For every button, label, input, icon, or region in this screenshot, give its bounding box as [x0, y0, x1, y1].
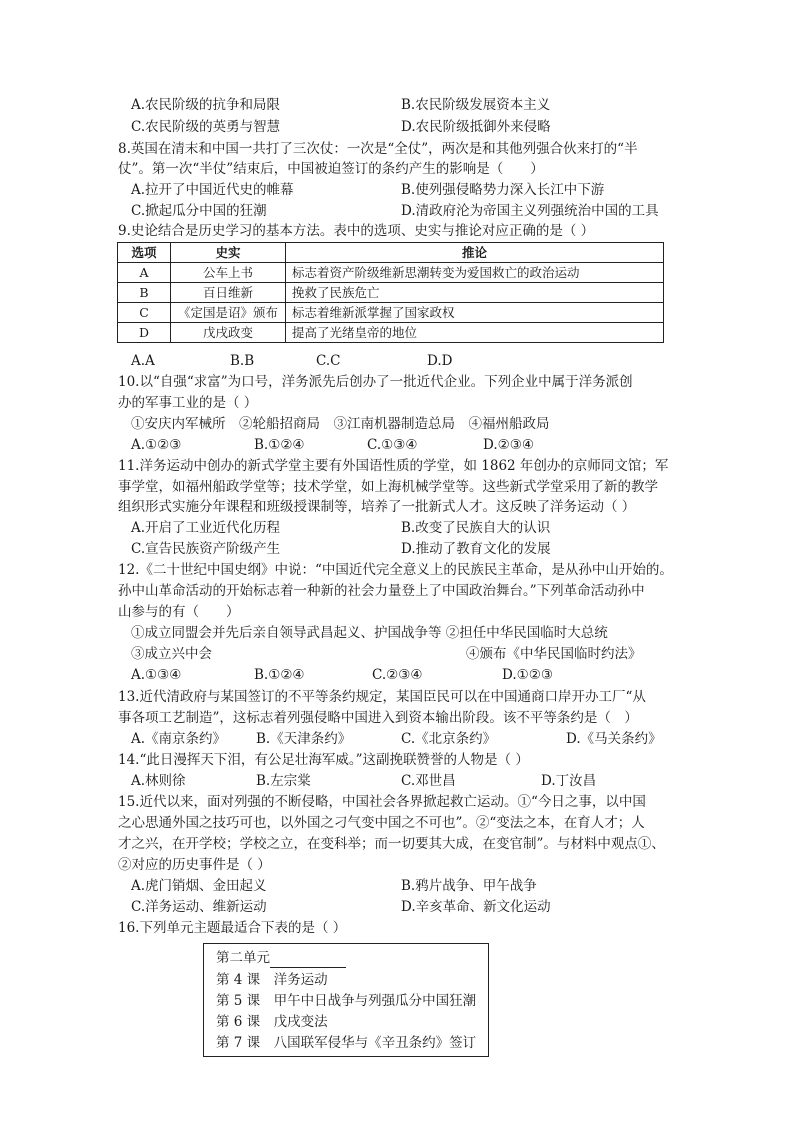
q8-stem-line-1: 8.英国在清末和中国一共打了三次仗：一次是“全仗”，两次是和其他列强合伙来打的“半 — [118, 141, 638, 157]
q15-stem-line-3: 才之兴，在开学校；学校之立，在变科举；而一切要其大成，在变官制”。与材料中观点①、 — [118, 836, 665, 852]
row-inference: 标志着维新派掌握了国家政权 — [286, 303, 664, 323]
q12-option-c: C.②③④ — [372, 667, 423, 683]
q11-option-b: B.改变了民族自大的认识 — [401, 520, 551, 536]
q11-stem-line-2: 事学堂，如福州船政学堂等；技术学堂，如上海机械学堂等。这些新式学堂采用了新的教学 — [118, 479, 658, 495]
q7-option-a: A.农民阶级的抗争和局限 — [131, 97, 281, 113]
row-fact: 公车上书 — [171, 263, 286, 283]
q12-stem-line-1: 12.《二十世纪中国史纲》中说：“中国近代完全意义上的民族民主革命，是从孙中山开始的。 — [118, 562, 673, 578]
unit-blank — [270, 953, 346, 968]
table-row — [118, 303, 664, 323]
q14-option-a: A.林则徐 — [131, 773, 186, 789]
q10-option-b: B.①②④ — [254, 437, 305, 453]
q13-option-c: C.《北京条约》 — [401, 731, 497, 747]
row-option: B — [118, 283, 171, 303]
q13-option-d: D.《马关条约》 — [566, 731, 662, 747]
q11-option-c: C.宣告民族资产阶级产生 — [131, 541, 281, 557]
q14-option-b: B.左宗棠 — [256, 773, 311, 789]
q15-stem-line-1: 15.近代以来，面对列强的不断侵略，中国社会各界掀起救亡运动。①“今日之事，以中国 — [118, 794, 646, 810]
q14-option-c: C.邓世昌 — [401, 773, 456, 789]
q7-option-b: B.农民阶级发展资本主义 — [401, 97, 551, 113]
q9-option-b: B.B — [230, 353, 255, 369]
q15-option-c: C.洋务运动、维新运动 — [131, 899, 267, 915]
q10-stem-line-1: 10.以“自强“求富”为口号，洋务派先后创办了一批近代企业。下列企业中属于洋务派创 — [118, 374, 633, 390]
table-row — [118, 323, 664, 343]
q16-unit-box — [203, 943, 489, 1057]
col-header-option: 选项 — [118, 243, 171, 263]
q15-stem-line-4: ②对应的历史事件是（ ） — [118, 857, 271, 873]
q11-option-a: A.开启了工业近代化历程 — [131, 520, 281, 536]
row-option: A — [118, 263, 171, 283]
q11-option-d: D.推动了教育文化的发展 — [401, 541, 551, 557]
table-header-row — [118, 243, 664, 263]
q10-stem-line-2: 办的军事工业的是（ ） — [118, 395, 258, 411]
lesson-line: 第 4 课 洋务运动 — [216, 972, 328, 988]
row-fact: 戊戌政变 — [171, 323, 286, 343]
q12-option-b: B.①②④ — [254, 667, 305, 683]
q9-option-a: A.A — [131, 353, 155, 369]
row-option: D — [118, 323, 171, 343]
q12-stem-line-3: 山参与的有（ ） — [118, 604, 240, 620]
row-option: C — [118, 303, 171, 323]
table-row — [118, 283, 664, 303]
q12-option-a: A.①③④ — [131, 667, 182, 683]
q8-stem-line-2: 仗”。第一次“半仗”结束后，中国被迫签订的条约产生的影响是（ ） — [118, 161, 544, 177]
q12-item-3: ③成立兴中会 — [131, 646, 212, 662]
row-fact: 百日维新 — [171, 283, 286, 303]
q9-table — [117, 242, 664, 343]
q15-option-a: A.虎门销烟、金田起义 — [131, 878, 267, 894]
q11-stem-line-1: 11.洋务运动中创办的新式学堂主要有外国语性质的学堂，如 1862 年创办的京师同文馆；军 — [118, 458, 669, 474]
q8-option-c: C.掀起瓜分中国的狂潮 — [131, 203, 267, 219]
q13-stem-line-1: 13.近代清政府与某国签订的不平等条约规定，某国臣民可以在中国通商口岸开办工厂“从 — [118, 689, 646, 705]
q10-option-c: C.①③④ — [367, 437, 418, 453]
lesson-line: 第 7 课 八国联军侵华与《辛丑条约》签订 — [216, 1035, 477, 1051]
q8-option-a: A.拉开了中国近代史的帷幕 — [131, 182, 294, 198]
q13-option-a: A.《南京条约》 — [131, 731, 227, 747]
q12-option-d: D.①②③ — [502, 667, 553, 683]
q12-items-1-2: ①成立同盟会并先后亲自领导武昌起义、护国战争等 ②担任中华民国临时大总统 — [131, 625, 608, 641]
q9-option-d: D.D — [427, 353, 453, 369]
q12-item-4: ④颁布《中华民国临时约法》 — [466, 646, 642, 662]
q11-stem-line-3: 组织形式实施分年课程和班级授课制等，培养了一批新式人才。这反映了洋务运动（ ） — [118, 499, 636, 515]
q12-stem-line-2: 孙中山革命活动的开始标志着一种新的社会力量登上了中国政治舞台。”下列革命活动孙中 — [118, 583, 645, 599]
q8-option-b: B.使列强侵略势力深入长江中下游 — [401, 182, 605, 198]
unit-title-line — [216, 949, 346, 968]
row-inference: 提高了光绪皇帝的地位 — [286, 323, 664, 343]
q13-option-b: B.《天津条约》 — [256, 731, 352, 747]
q7-option-c: C.农民阶级的英勇与智慧 — [131, 119, 281, 135]
row-inference: 挽救了民族危亡 — [286, 283, 664, 303]
q14-stem: 14.“此日漫挥天下泪，有公足壮海军威。”这副挽联赞誉的人物是（ ） — [118, 752, 529, 768]
q7-option-d: D.农民阶级抵御外来侵略 — [401, 119, 551, 135]
q9-option-c: C.C — [316, 353, 341, 369]
unit-title: 第二单元 — [216, 950, 270, 966]
row-fact: 《定国是诏》颁布 — [171, 303, 286, 323]
col-header-inference: 推论 — [286, 243, 664, 263]
lesson-line: 第 5 课 甲午中日战争与列强瓜分中国狂潮 — [216, 993, 477, 1009]
q16-stem: 16.下列单元主题最适合下表的是（ ） — [118, 920, 347, 936]
col-header-fact: 史实 — [171, 243, 286, 263]
q9-stem: 9.史论结合是历史学习的基本方法。表中的选项、史实与推论对应正确的是（ ） — [118, 223, 595, 239]
lesson-line: 第 6 课 戊戌变法 — [216, 1014, 328, 1030]
row-inference: 标志着资产阶级维新思潮转变为爱国救亡的政治运动 — [286, 263, 664, 283]
q8-option-d: D.清政府沦为帝国主义列强统治中国的工具 — [401, 203, 659, 219]
q15-option-b: B.鸦片战争、甲午战争 — [401, 878, 537, 894]
q10-items: ①安庆内军械所 ②轮船招商局 ③江南机器制造总局 ④福州船政局 — [131, 416, 550, 432]
q15-option-d: D.辛亥革命、新文化运动 — [401, 899, 551, 915]
q10-option-a: A.①②③ — [131, 437, 182, 453]
q14-option-d: D.丁汝昌 — [541, 773, 597, 789]
q15-stem-line-2: 之心思通外国之技巧可也，以外国之刁气变中国之不可也”。②“变法之本，在育人才；人 — [118, 815, 645, 831]
table-row — [118, 263, 664, 283]
q13-stem-line-2: 事各项工艺制造”，这标志着列强侵略中国进入到资本输出阶段。该不平等条约是（ ） — [118, 710, 638, 726]
q10-option-d: D.②③④ — [483, 437, 534, 453]
